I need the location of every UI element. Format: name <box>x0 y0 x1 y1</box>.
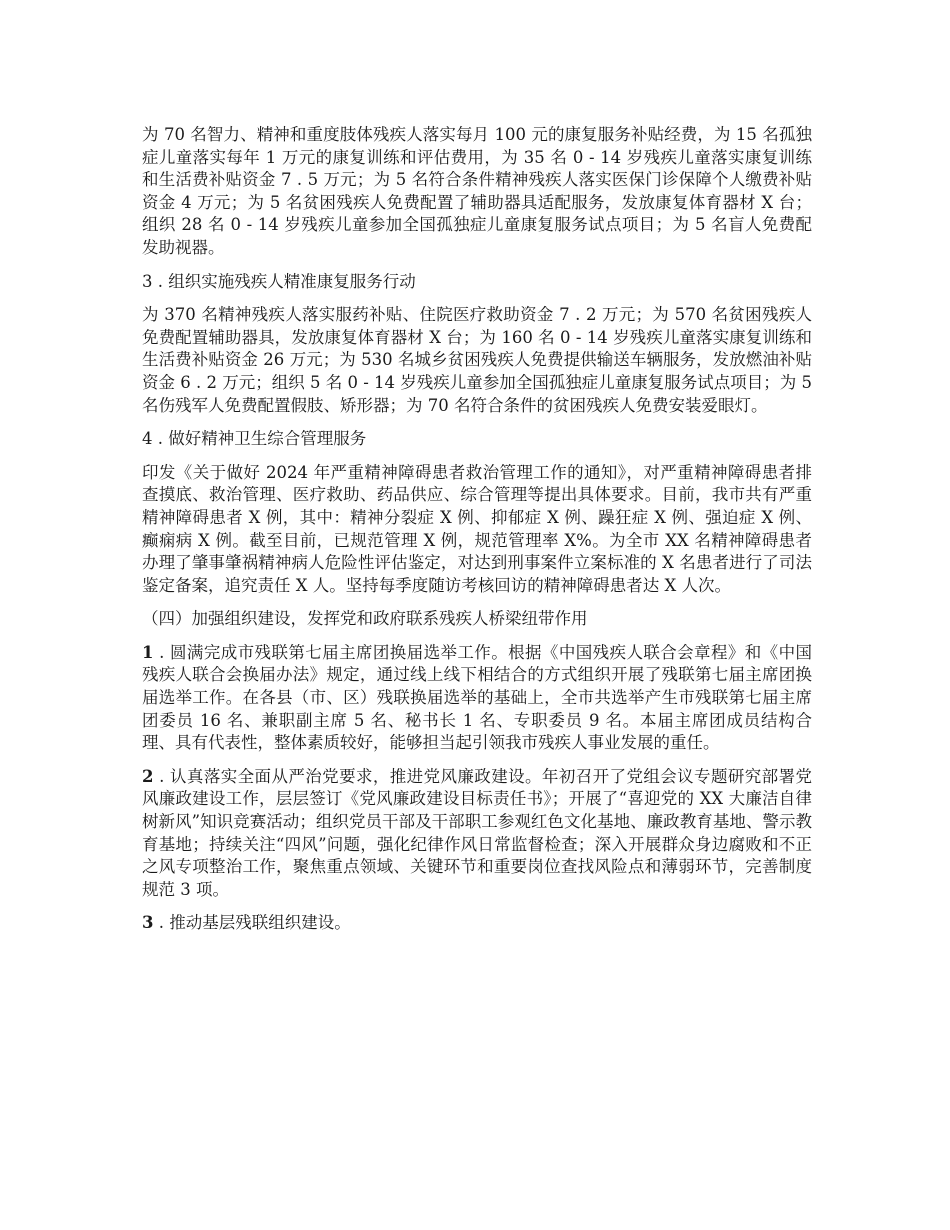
item-number: 1 <box>142 642 154 662</box>
paragraph-party-discipline <box>142 766 812 902</box>
paragraph-election-text: . 圆满完成市残联第七届主席团换届选举工作。根据《中国残疾人联合会章程》和《中国残疾人联合会换届办法》规定，通过线上线下相结合的方式组织开展了残联第七届主席团换届选举工作。在各县（市、区）残联换届选举的基础上，全市共选举产生市残联第七届主席团委员 16 名、兼职副主席 5 名、秘书长 1 名、专职委员 9 名。本届主席团成员结构合理、具有代表性，整体素质较好，能够担当起引领我市残疾人事业发展的重任。 <box>142 642 812 753</box>
paragraph-grassroots <box>142 912 812 935</box>
heading-mental-health: 4 . 做好精神卫生综合管理服务 <box>142 429 367 449</box>
item-number: 2 <box>142 766 154 786</box>
paragraph-mental-health: 印发《关于做好 2024 年严重精神障碍患者救治管理工作的通知》，对严重精神障碍患者排查摸底、救治管理、医疗救助、药品供应、综合管理等提出具体要求。目前，我市共有严重精神障碍患者 X 例，其中：精神分裂症 X 例、抑郁症 X 例、躁狂症 X 例、强迫症 X 例、癫痫病 X 例。截至目前，已规范管理 X 例，规范管理率 X%。为全市 XX 名精神障碍患者办理了肇事肇祸精神病人危险性评估鉴定，对达到刑事案件立案标准的 X 名患者进行了司法鉴定备案，追究责任 X 人。坚持每季度随访考核回访的精神障碍患者达 X 人次。 <box>142 462 812 595</box>
heading-precise-rehab: 3 . 组织实施残疾人精准康复服务行动 <box>142 271 416 291</box>
paragraph-election <box>142 642 812 755</box>
paragraph-grassroots-text: . 推动基层残联组织建设。 <box>153 913 351 933</box>
heading-section-four: （四）加强组织建设，发挥党和政府联系残疾人桥梁纽带作用 <box>142 609 588 629</box>
paragraph-rehab-subsidies: 为 70 名智力、精神和重度肢体残疾人落实每月 100 元的康复服务补贴经费，为 15 名孤独症儿童落实每年 1 万元的康复训练和评估费用，为 35 名 0 - 14 岁残疾儿童落实康复训练和生活费补贴资金 7 . 5 万元；为 5 名符合条件精神残疾人落实医保门诊保障个人缴费补贴资金 4 万元；为 5 名贫困残疾人免费配置了辅助器具适配服务，发放康复体育器材 X 台；组织 28 名 0 - 14 岁残疾儿童参加全国孤独症儿童康复服务试点项目；为 5 名盲人免费配发助视器。 <box>142 125 812 257</box>
item-number: 3 <box>142 913 154 933</box>
paragraph-precise-rehab: 为 370 名精神残疾人落实服药补贴、住院医疗救助资金 7 . 2 万元；为 570 名贫困残疾人免费配置辅助器具，发放康复体育器材 X 台；为 160 名 0 - 14 岁残疾儿童落实康复训练和生活费补贴资金 26 万元；为 530 名城乡贫困残疾人免费提供输送车辆服务，发放燃油补贴资金 6 . 2 万元；组织 5 名 0 - 14 岁残疾儿童参加全国孤独症儿童康复服务试点项目；为 5 名伤残军人免费配置假肢、矫形器；为 70 名符合条件的贫困残疾人免费安装爱眼灯。 <box>142 305 812 415</box>
document-body <box>142 124 812 946</box>
paragraph-party-discipline-text: . 认真落实全面从严治党要求，推进党风廉政建设。年初召开了党组会议专题研究部署党风廉政建设工作，层层签订《党风廉政建设目标责任书》；开展了“喜迎党的 XX 大廉洁自律树新风”知识竞赛活动；组织党员干部及干部职工参观红色文化基地、廉政教育基地、警示教育基地；持续关注“四风”问题，强化纪律作风日常监督检查；深入开展群众身边腐败和不正之风专项整治工作，聚焦重点领域、关键环节和重要岗位查找风险点和薄弱环节，完善制度规范 3 项。 <box>142 766 812 899</box>
